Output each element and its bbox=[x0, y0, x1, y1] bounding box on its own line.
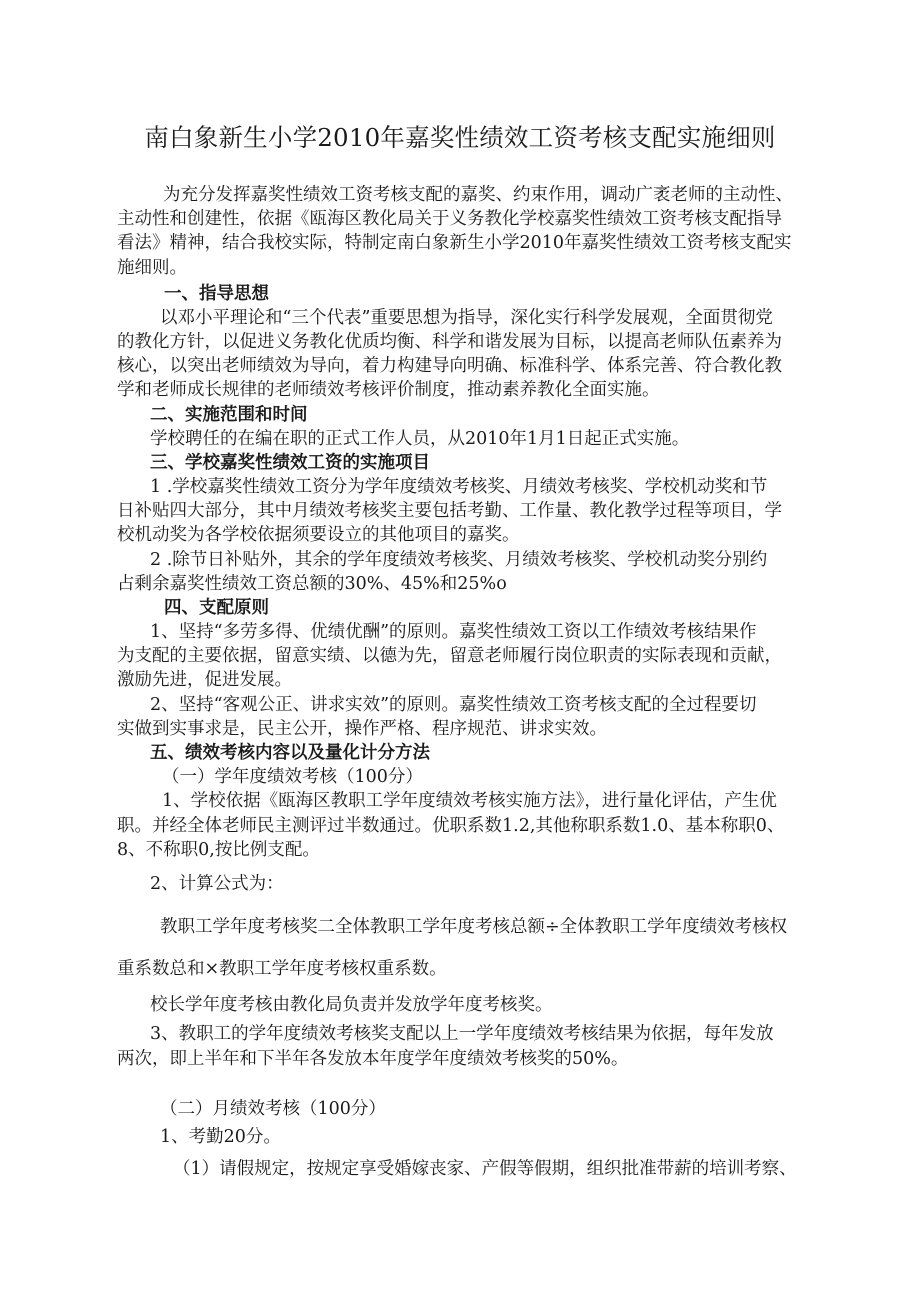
section-line: 8、不称职0,按比例支配。 bbox=[117, 840, 320, 860]
section-line: 2 .除节日补贴外，其余的学年度绩效考核奖、月绩效考核奖、学校机动奖分别约 bbox=[150, 550, 768, 570]
section-line: 2、坚持“客观公正、讲求实效”的原则。嘉奖性绩效工资考核支配的全过程要切 bbox=[150, 695, 757, 715]
section-line: 3、教职工的学年度绩效考核奖支配以上一学年度绩效考核结果为依据，每年发放 bbox=[150, 1024, 774, 1044]
section-line: 1、学校依据《瓯海区教职工学年度绩效考核实施方法》，进行量化评估，产生优 bbox=[162, 791, 777, 811]
section-line: 为支配的主要依据，留意实绩、以德为先，留意老师履行岗位职责的实际表现和贡献， bbox=[117, 646, 782, 666]
section-line: 日补贴四大部分，其中月绩效考核奖主要包括考勤、工作量、教化教学过程等项目，学 bbox=[117, 501, 782, 521]
section-heading: 三、学校嘉奖性绩效工资的实施项目 bbox=[150, 453, 430, 473]
formula-line: 重系数总和×教职工学年度考核权重系数。 bbox=[117, 959, 447, 979]
section-line: 学和老师成长规律的老师绩效考核评价制度，推动素养教化全面实施。 bbox=[117, 380, 660, 400]
section-line: 2、计算公式为： bbox=[150, 874, 284, 894]
section-line: 校机动奖为各学校依据须要设立的其他项目的嘉奖。 bbox=[117, 525, 520, 545]
section-line: （1）请假规定，按规定享受婚嫁丧家、产假等假期，组织批准带薪的培训考察、 bbox=[173, 1159, 797, 1179]
section-line: 两次，即上半年和下半年各发放本年度学年度绩效考核奖的50%。 bbox=[117, 1049, 629, 1069]
section-line: 职。并经全体老师民主测评过半数通过。优职系数1.2,其他称职系数1.0、基本称职0、 bbox=[117, 816, 785, 836]
section-line: 以邓小平理论和“三个代表”重要思想为指导，深化实行科学发展观，全面贯彻党 bbox=[160, 308, 773, 328]
intro-line: 施细则。 bbox=[117, 258, 187, 278]
section-line: 1、坚持“多劳多得、优绩优酬”的原则。嘉奖性绩效工资以工作绩效考核结果作 bbox=[150, 622, 757, 642]
intro-line: 为充分发挥嘉奖性绩效工资考核支配的嘉奖、约束作用，调动广袤老师的主动性、 bbox=[163, 185, 793, 205]
section-line: 校长学年度考核由教化局负责并发放学年度考核奖。 bbox=[150, 995, 553, 1015]
section-line: 1 .学校嘉奖性绩效工资分为学年度绩效考核奖、月绩效考核奖、学校机动奖和节 bbox=[150, 477, 768, 497]
section-heading: 一、指导思想 bbox=[164, 284, 269, 304]
section-line: 核心，以突出老师绩效为导向，着力构建导向明确、标准科学、体系完善、符合教化教 bbox=[117, 356, 782, 376]
intro-line: 看法》精神，结合我校实际，特制定南白象新生小学2010年嘉奖性绩效工资考核支配实 bbox=[117, 233, 792, 253]
section-line: 占剩余嘉奖性绩效工资总额的30%、45%和25%o bbox=[117, 574, 507, 594]
document-title: 南白象新生小学2010年嘉奖性绩效工资考核支配实施细则 bbox=[144, 123, 776, 152]
subsection-heading: （一）学年度绩效考核（100分） bbox=[162, 767, 423, 787]
section-line: 实做到实事求是，民主公开，操作严格、程序规范、讲求实效。 bbox=[117, 719, 607, 739]
intro-line: 主动性和创建性，依据《瓯海区教化局关于义务教化学校嘉奖性绩效工资考核支配指导 bbox=[117, 209, 782, 229]
section-line: 学校聘任的在编在职的正式工作人员，从2010年1月1日起正式实施。 bbox=[150, 429, 690, 449]
section-line: 1、考勤20分。 bbox=[160, 1127, 281, 1147]
section-heading: 四、支配原则 bbox=[164, 598, 269, 618]
section-line: 的教化方针，以促进义务教化优质均衡、科学和谐发展为目标，以提高老师队伍素养为 bbox=[117, 332, 782, 352]
section-line: 激励先进，促进发展。 bbox=[117, 670, 292, 690]
section-heading: 二、实施范围和时间 bbox=[150, 405, 308, 425]
formula-line: 教职工学年度考核奖二全体教职工学年度考核总额÷全体教职工学年度绩效考核权 bbox=[160, 917, 788, 937]
subsection-heading: （二）月绩效考核（100分） bbox=[160, 1099, 386, 1119]
section-heading: 五、绩效考核内容以及量化计分方法 bbox=[150, 743, 430, 763]
